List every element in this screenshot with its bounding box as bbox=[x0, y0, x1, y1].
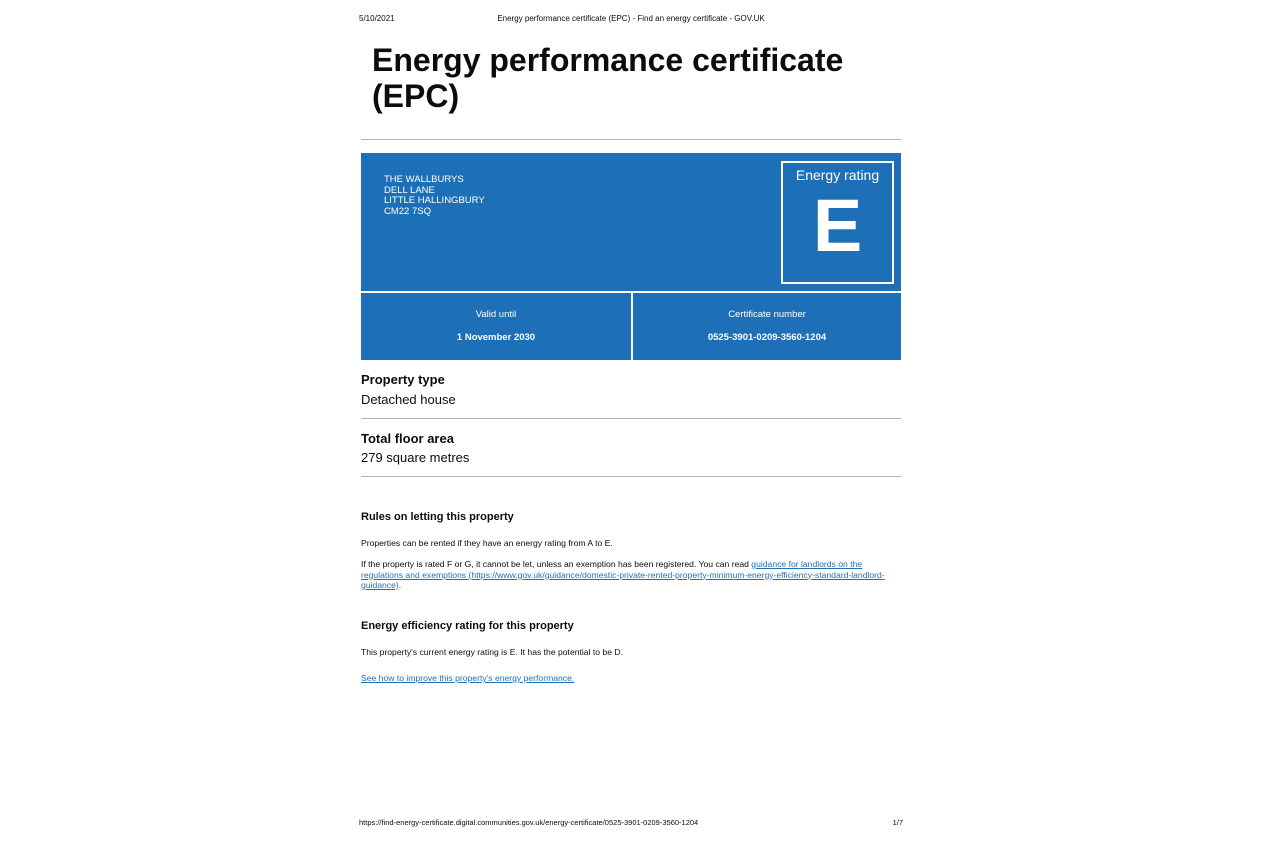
floor-area-label: Total floor area bbox=[361, 431, 454, 446]
valid-until-label: Valid until bbox=[475, 309, 517, 320]
letting-rules-text: If the property is rated F or G, it cannot be let, unless an exemption has been registered. You can read bbox=[361, 559, 752, 569]
page-title: Energy performance certificate (EPC) bbox=[372, 42, 844, 114]
letting-rules-heading: Rules on letting this property bbox=[361, 511, 514, 523]
section-divider bbox=[361, 139, 901, 140]
landlord-guidance-link[interactable]: guidance for landlords on the regulations and exemptions (https://www.gov.uk/guidance/domestic-private-rented-property-minimum-energy-efficiency-standard-landlord-guidance) bbox=[361, 559, 885, 590]
section-divider bbox=[361, 476, 901, 477]
certificate-number-label: Certificate number bbox=[728, 309, 806, 320]
letting-rules-paragraph-2 bbox=[361, 559, 901, 591]
address-line-2: DELL LANE bbox=[384, 184, 435, 196]
certificate-number-cell bbox=[633, 293, 901, 360]
certificate-number-value: 0525-3901-0209-3560-1204 bbox=[707, 332, 827, 343]
address-line-1: THE WALLBURYS bbox=[384, 174, 464, 185]
efficiency-text: This property's current energy rating is E. It has the potential to be D. bbox=[361, 647, 623, 657]
print-header bbox=[359, 14, 903, 26]
property-address bbox=[384, 175, 485, 217]
certificate-meta-row bbox=[361, 293, 901, 360]
energy-rating-box bbox=[781, 161, 894, 284]
print-footer-url: https://find-energy-certificate.digital.communities.gov.uk/energy-certificate/0525-3901-0209-3560-1204 bbox=[359, 818, 699, 827]
improve-performance-paragraph bbox=[361, 673, 901, 684]
address-line-3: LITTLE HALLINGBURY bbox=[384, 195, 485, 206]
energy-rating-letter: E bbox=[812, 184, 863, 267]
epc-summary-panel bbox=[361, 153, 901, 291]
valid-until-cell bbox=[361, 293, 631, 360]
letting-rules-paragraph-1: Properties can be rented if they have an energy rating from A to E. bbox=[361, 538, 613, 548]
property-type-value: Detached house bbox=[361, 392, 456, 407]
page-number: 1/7 bbox=[892, 818, 903, 827]
section-divider bbox=[361, 418, 901, 419]
improve-performance-link[interactable]: See how to improve this property's energy performance. bbox=[361, 673, 575, 683]
floor-area-value: 279 square metres bbox=[361, 450, 470, 465]
efficiency-heading: Energy efficiency rating for this property bbox=[361, 620, 574, 632]
address-postcode: CM22 7SQ bbox=[384, 205, 431, 217]
energy-rating-label: Energy rating bbox=[795, 167, 880, 183]
print-date: 5/10/2021 bbox=[359, 14, 395, 23]
letting-rules-end: . bbox=[398, 580, 402, 590]
valid-until-value: 1 November 2030 bbox=[456, 332, 536, 343]
print-document-title: Energy performance certificate (EPC) - Find an energy certificate - GOV.UK bbox=[497, 14, 765, 23]
property-type-label: Property type bbox=[361, 372, 445, 387]
